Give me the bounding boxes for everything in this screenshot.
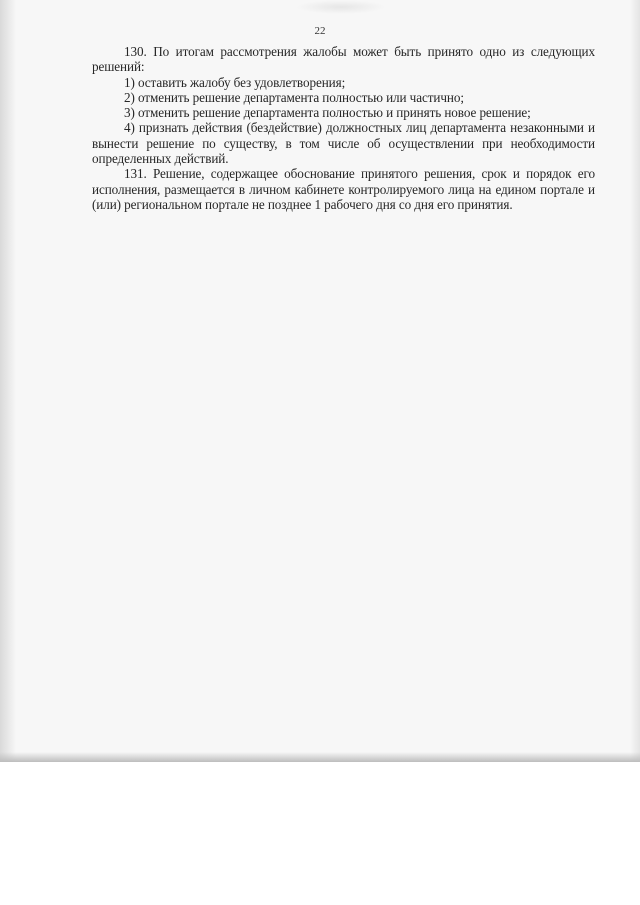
paragraph-130: 130. По итогам рассмотрения жалобы может быть принято одно из следующих решений:	[92, 44, 595, 75]
scan-shadow-left	[0, 0, 16, 762]
scan-shadow-right	[630, 0, 640, 762]
scan-smudge-top	[296, 0, 386, 14]
list-item-4: 4) признать действия (бездействие) должностных лиц департамента незаконными и вынести решение по существу, в том числе об осуществлении при необходимости определенных действий.	[92, 120, 595, 167]
list-item-3: 3) отменить решение департамента полностью и принять новое решение;	[124, 105, 531, 121]
scan-edge-bottom	[0, 752, 640, 762]
list-item-2: 2) отменить решение департамента полностью или частично;	[124, 89, 464, 105]
paragraph-131: 131. Решение, содержащее обоснование принятого решения, срок и порядок его исполнения, размещается в личном кабинете контролируемого лица на едином портале и (или) региональном портале не позднее 1 рабочего дня со дня его принятия.	[92, 166, 595, 212]
page-number: 22	[314, 25, 326, 37]
list-item-1: 1) оставить жалобу без удовлетворения;	[124, 74, 346, 90]
document-body	[92, 44, 595, 212]
